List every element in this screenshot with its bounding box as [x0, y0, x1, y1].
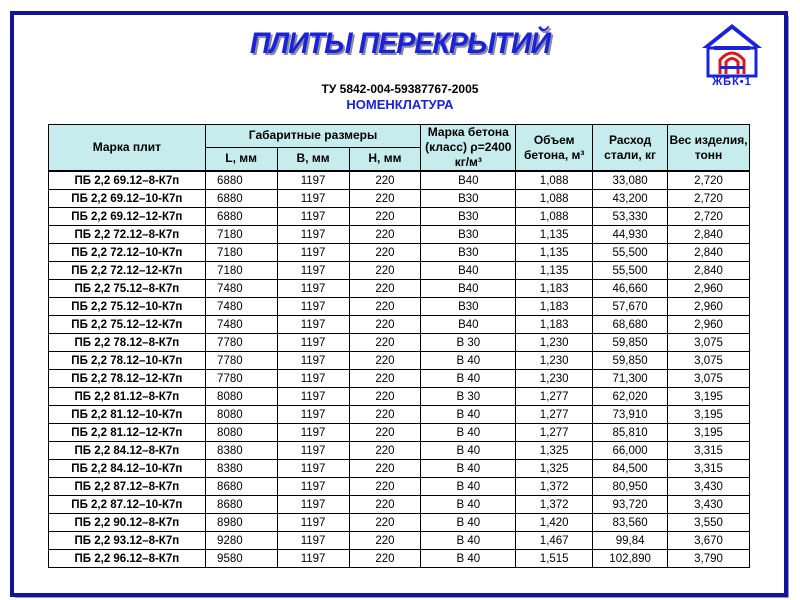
cell-width: 1197: [277, 370, 349, 388]
cell-volume: 1,088: [516, 190, 593, 208]
table-row: [49, 478, 750, 496]
cell-width: 1197: [277, 262, 349, 280]
header-width: B, мм: [277, 147, 349, 171]
cell-steel: 84,500: [593, 460, 668, 478]
cell-mark: ПБ 2,2 78.12–12-К7п: [49, 370, 206, 388]
cell-height: 220: [349, 280, 421, 298]
cell-concrete: В 30: [421, 334, 516, 352]
cell-volume: 1,515: [516, 550, 593, 568]
cell-width: 1197: [277, 244, 349, 262]
cell-length: 7480: [205, 280, 277, 298]
cell-volume: 1,277: [516, 388, 593, 406]
table-row: [49, 532, 750, 550]
cell-volume: 1,088: [516, 208, 593, 226]
cell-mark: ПБ 2,2 72.12–10-К7п: [49, 244, 206, 262]
cell-steel: 57,670: [593, 298, 668, 316]
header-volume: Объем бетона, м³: [516, 125, 593, 172]
cell-mark: ПБ 2,2 72.12–12-К7п: [49, 262, 206, 280]
cell-concrete: В 40: [421, 496, 516, 514]
table-row: [49, 496, 750, 514]
cell-steel: 44,930: [593, 226, 668, 244]
cell-mark: ПБ 2,2 84.12–8-К7п: [49, 442, 206, 460]
cell-volume: 1,088: [516, 171, 593, 190]
cell-length: 7480: [205, 298, 277, 316]
cell-length: 6880: [205, 171, 277, 190]
cell-height: 220: [349, 442, 421, 460]
cell-volume: 1,277: [516, 424, 593, 442]
cell-length: 8080: [205, 424, 277, 442]
cell-width: 1197: [277, 478, 349, 496]
table-row: [49, 370, 750, 388]
cell-weight: 3,550: [668, 514, 750, 532]
cell-weight: 2,720: [668, 190, 750, 208]
cell-weight: 2,960: [668, 280, 750, 298]
table-row: [49, 262, 750, 280]
cell-width: 1197: [277, 280, 349, 298]
cell-mark: ПБ 2,2 75.12–12-К7п: [49, 316, 206, 334]
cell-weight: 2,840: [668, 262, 750, 280]
table-row: [49, 550, 750, 568]
table-row: [49, 208, 750, 226]
cell-height: 220: [349, 370, 421, 388]
cell-weight: 2,960: [668, 298, 750, 316]
cell-length: 9280: [205, 532, 277, 550]
cell-mark: ПБ 2,2 81.12–12-К7п: [49, 424, 206, 442]
table-row: [49, 316, 750, 334]
cell-width: 1197: [277, 334, 349, 352]
cell-height: 220: [349, 550, 421, 568]
cell-length: 7780: [205, 352, 277, 370]
cell-width: 1197: [277, 514, 349, 532]
cell-volume: 1,420: [516, 514, 593, 532]
cell-width: 1197: [277, 226, 349, 244]
cell-concrete: В 40: [421, 514, 516, 532]
cell-width: 1197: [277, 316, 349, 334]
cell-volume: 1,183: [516, 316, 593, 334]
cell-height: 220: [349, 532, 421, 550]
cell-steel: 46,660: [593, 280, 668, 298]
cell-weight: 3,790: [668, 550, 750, 568]
cell-weight: 3,075: [668, 334, 750, 352]
cell-mark: ПБ 2,2 93.12–8-К7п: [49, 532, 206, 550]
cell-volume: 1,230: [516, 370, 593, 388]
cell-height: 220: [349, 298, 421, 316]
table-row: [49, 442, 750, 460]
cell-mark: ПБ 2,2 96.12–8-К7п: [49, 550, 206, 568]
table-row: [49, 352, 750, 370]
cell-length: 7480: [205, 316, 277, 334]
cell-height: 220: [349, 171, 421, 190]
cell-mark: ПБ 2,2 69.12–12-К7п: [49, 208, 206, 226]
header-concrete: Марка бетона (класс) ρ=2400 кг/м³: [421, 125, 516, 172]
cell-width: 1197: [277, 550, 349, 568]
cell-concrete: В 40: [421, 370, 516, 388]
cell-steel: 71,300: [593, 370, 668, 388]
cell-weight: 3,315: [668, 460, 750, 478]
cell-concrete: В30: [421, 298, 516, 316]
cell-steel: 53,330: [593, 208, 668, 226]
cell-mark: ПБ 2,2 81.12–8-К7п: [49, 388, 206, 406]
cell-weight: 2,720: [668, 208, 750, 226]
cell-length: 8980: [205, 514, 277, 532]
cell-width: 1197: [277, 208, 349, 226]
cell-steel: 102,890: [593, 550, 668, 568]
cell-concrete: В30: [421, 208, 516, 226]
cell-length: 7180: [205, 226, 277, 244]
cell-height: 220: [349, 190, 421, 208]
cell-mark: ПБ 2,2 87.12–10-К7п: [49, 496, 206, 514]
cell-weight: 2,960: [668, 316, 750, 334]
cell-steel: 93,720: [593, 496, 668, 514]
cell-concrete: В 40: [421, 424, 516, 442]
logo-text: ЖБК•1: [712, 76, 752, 88]
cell-volume: 1,135: [516, 262, 593, 280]
header-steel: Расход стали, кг: [593, 125, 668, 172]
cell-concrete: В30: [421, 244, 516, 262]
cell-volume: 1,183: [516, 298, 593, 316]
page-title: ПЛИТЫ ПЕРЕКРЫТИЙ: [249, 27, 551, 60]
cell-length: 9580: [205, 550, 277, 568]
cell-height: 220: [349, 262, 421, 280]
cell-width: 1197: [277, 298, 349, 316]
cell-concrete: В 40: [421, 406, 516, 424]
cell-mark: ПБ 2,2 87.12–8-К7п: [49, 478, 206, 496]
cell-mark: ПБ 2,2 72.12–8-К7п: [49, 226, 206, 244]
cell-height: 220: [349, 226, 421, 244]
cell-mark: ПБ 2,2 78.12–10-К7п: [49, 352, 206, 370]
cell-weight: 3,430: [668, 478, 750, 496]
cell-height: 220: [349, 460, 421, 478]
cell-width: 1197: [277, 424, 349, 442]
cell-volume: 1,135: [516, 226, 593, 244]
cell-height: 220: [349, 514, 421, 532]
cell-weight: 3,195: [668, 388, 750, 406]
cell-steel: 33,080: [593, 171, 668, 190]
house-logo-icon: [700, 22, 764, 78]
cell-weight: 2,840: [668, 244, 750, 262]
cell-concrete: В40: [421, 171, 516, 190]
cell-concrete: В 40: [421, 442, 516, 460]
cell-mark: ПБ 2,2 75.12–8-К7п: [49, 280, 206, 298]
table-row: [49, 244, 750, 262]
cell-volume: 1,325: [516, 460, 593, 478]
table-row: [49, 298, 750, 316]
table-row: [49, 280, 750, 298]
cell-concrete: В 40: [421, 352, 516, 370]
cell-length: 8080: [205, 388, 277, 406]
cell-steel: 55,500: [593, 244, 668, 262]
cell-width: 1197: [277, 460, 349, 478]
cell-height: 220: [349, 316, 421, 334]
cell-steel: 99,84: [593, 532, 668, 550]
cell-volume: 1,325: [516, 442, 593, 460]
cell-volume: 1,372: [516, 496, 593, 514]
cell-width: 1197: [277, 532, 349, 550]
cell-weight: 2,840: [668, 226, 750, 244]
cell-concrete: В30: [421, 226, 516, 244]
cell-concrete: В 40: [421, 478, 516, 496]
cell-width: 1197: [277, 406, 349, 424]
cell-steel: 80,950: [593, 478, 668, 496]
cell-height: 220: [349, 334, 421, 352]
cell-width: 1197: [277, 171, 349, 190]
cell-steel: 85,810: [593, 424, 668, 442]
cell-volume: 1,372: [516, 478, 593, 496]
header-weight: Вес изделия, тонн: [668, 125, 750, 172]
cell-mark: ПБ 2,2 78.12–8-К7п: [49, 334, 206, 352]
cell-steel: 43,200: [593, 190, 668, 208]
table-row: [49, 190, 750, 208]
table-row: [49, 514, 750, 532]
cell-weight: 3,430: [668, 496, 750, 514]
header-length: L, мм: [205, 147, 277, 171]
cell-length: 7180: [205, 262, 277, 280]
cell-height: 220: [349, 424, 421, 442]
cell-length: 8380: [205, 442, 277, 460]
cell-width: 1197: [277, 496, 349, 514]
cell-weight: 3,195: [668, 424, 750, 442]
cell-volume: 1,467: [516, 532, 593, 550]
cell-concrete: В30: [421, 190, 516, 208]
cell-concrete: В 40: [421, 460, 516, 478]
cell-length: 8680: [205, 496, 277, 514]
cell-height: 220: [349, 406, 421, 424]
table-row: [49, 226, 750, 244]
cell-height: 220: [349, 478, 421, 496]
cell-concrete: В40: [421, 316, 516, 334]
table-row: [49, 334, 750, 352]
cell-volume: 1,230: [516, 352, 593, 370]
section-subtitle: НОМЕНКЛАТУРА: [346, 97, 454, 112]
cell-weight: 3,075: [668, 352, 750, 370]
cell-steel: 62,020: [593, 388, 668, 406]
cell-mark: ПБ 2,2 69.12–8-К7п: [49, 171, 206, 190]
cell-mark: ПБ 2,2 84.12–10-К7п: [49, 460, 206, 478]
cell-concrete: В40: [421, 262, 516, 280]
table-row: [49, 406, 750, 424]
cell-mark: ПБ 2,2 90.12–8-К7п: [49, 514, 206, 532]
cell-mark: ПБ 2,2 69.12–10-К7п: [49, 190, 206, 208]
cell-height: 220: [349, 352, 421, 370]
cell-length: 8080: [205, 406, 277, 424]
cell-weight: 2,720: [668, 171, 750, 190]
cell-steel: 59,850: [593, 352, 668, 370]
standard-code: ТУ 5842-004-59387767-2005: [321, 82, 479, 96]
cell-concrete: В 40: [421, 550, 516, 568]
cell-height: 220: [349, 496, 421, 514]
cell-volume: 1,277: [516, 406, 593, 424]
cell-length: 7780: [205, 370, 277, 388]
cell-volume: 1,183: [516, 280, 593, 298]
cell-steel: 68,680: [593, 316, 668, 334]
cell-width: 1197: [277, 388, 349, 406]
cell-width: 1197: [277, 190, 349, 208]
cell-volume: 1,230: [516, 334, 593, 352]
cell-steel: 59,850: [593, 334, 668, 352]
cell-length: 8680: [205, 478, 277, 496]
cell-length: 6880: [205, 190, 277, 208]
cell-height: 220: [349, 244, 421, 262]
cell-width: 1197: [277, 352, 349, 370]
cell-steel: 66,000: [593, 442, 668, 460]
cell-concrete: В 30: [421, 388, 516, 406]
cell-mark: ПБ 2,2 75.12–10-К7п: [49, 298, 206, 316]
cell-steel: 83,560: [593, 514, 668, 532]
cell-length: 7180: [205, 244, 277, 262]
cell-width: 1197: [277, 442, 349, 460]
header-dimensions: Габаритные размеры: [205, 125, 421, 148]
table-row: [49, 171, 750, 190]
cell-mark: ПБ 2,2 81.12–10-К7п: [49, 406, 206, 424]
nomenclature-table: [48, 124, 750, 568]
table-body: [49, 171, 750, 568]
cell-steel: 73,910: [593, 406, 668, 424]
cell-length: 6880: [205, 208, 277, 226]
cell-concrete: В 40: [421, 532, 516, 550]
cell-length: 8380: [205, 460, 277, 478]
header-height: H, мм: [349, 147, 421, 171]
table-row: [49, 424, 750, 442]
cell-height: 220: [349, 208, 421, 226]
cell-concrete: В40: [421, 280, 516, 298]
cell-weight: 3,075: [668, 370, 750, 388]
cell-length: 7780: [205, 334, 277, 352]
cell-height: 220: [349, 388, 421, 406]
cell-steel: 55,500: [593, 262, 668, 280]
cell-weight: 3,315: [668, 442, 750, 460]
header-mark: Марка плит: [49, 125, 206, 172]
cell-weight: 3,195: [668, 406, 750, 424]
table-row: [49, 460, 750, 478]
cell-weight: 3,670: [668, 532, 750, 550]
table-row: [49, 388, 750, 406]
cell-volume: 1,135: [516, 244, 593, 262]
